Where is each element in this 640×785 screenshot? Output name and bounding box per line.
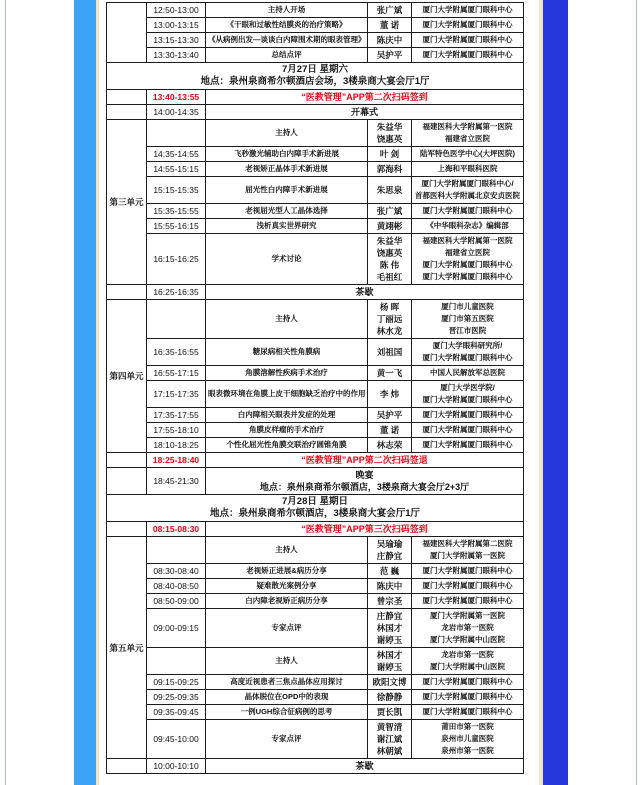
speaker-cell: 张广斌 (368, 204, 412, 219)
unit-cell (107, 522, 147, 537)
content-cell: 浅析真实世界研究 (206, 219, 368, 234)
time-cell: 15:15-15:35 (147, 177, 206, 204)
affiliation-cell: 厦门大学附属厦门眼科中心/ 首都医科大学附属北京安贞医院 (412, 177, 524, 204)
schedule-row (107, 366, 524, 381)
time-cell: 13:40-13:55 (147, 90, 206, 105)
time-cell: 15:55-16:15 (147, 219, 206, 234)
time-cell (147, 537, 206, 564)
affiliation-cell: 厦门大学附属厦门眼科中心 (412, 48, 524, 63)
time-cell: 08:40-08:50 (147, 579, 206, 594)
speaker-cell: 曾宗圣 (368, 594, 412, 609)
content-cell: 角膜皮样瘤的手术治疗 (206, 423, 368, 438)
content-cell: 主持人 (206, 120, 368, 147)
speaker-cell: 黄智清 谢江斌 林朝斌 (368, 720, 412, 759)
speaker-cell: 贾长凯 (368, 705, 412, 720)
time-cell: 13:30-13:40 (147, 48, 206, 63)
schedule-row (107, 537, 524, 564)
schedule-row (107, 705, 524, 720)
content-cell: “医教管理”APP第二次扫码签退 (206, 453, 524, 468)
affiliation-cell: 龙岩市第一医院 厦门大学附属中山医院 (412, 648, 524, 675)
time-cell: 17:35-17:55 (147, 408, 206, 423)
speaker-cell: 徐静静 (368, 690, 412, 705)
content-cell: “医教管理”APP第二次扫码签到 (206, 90, 524, 105)
content-cell: 糖尿病相关性角膜病 (206, 339, 368, 366)
affiliation-cell: 厦门大学医学院/ 厦门大学附属厦门眼科中心 (412, 381, 524, 408)
speaker-cell: 朱思泉 (368, 177, 412, 204)
affiliation-cell: 厦门大学附属厦门眼科中心 (412, 705, 524, 720)
date-header-row (107, 495, 524, 522)
speaker-cell: 张广斌 (368, 3, 412, 18)
speaker-cell: 朱益华 饶惠英 陈 伟 毛祖红 (368, 234, 412, 285)
affiliation-cell: 厦门大学附属厦门眼科中心 (412, 204, 524, 219)
schedule-row (107, 648, 524, 675)
time-cell: 13:15-13:30 (147, 33, 206, 48)
time-cell: 17:55-18:10 (147, 423, 206, 438)
schedule-row (107, 690, 524, 705)
unit-cell (107, 105, 147, 120)
speaker-cell: 范 巍 (368, 564, 412, 579)
speaker-cell: 欧阳文博 (368, 675, 412, 690)
content-cell: 主持人开场 (206, 3, 368, 18)
time-cell: 14:00-14:35 (147, 105, 206, 120)
schedule-table (106, 2, 524, 774)
schedule-row (107, 339, 524, 366)
content-cell: 高度近视患者三焦点晶体应用探讨 (206, 675, 368, 690)
time-cell: 18:45-21:30 (147, 468, 206, 495)
schedule-row (107, 147, 524, 162)
date-header-cell: 7月27日 星期六 地点：泉州泉商希尔顿酒店会场，3楼泉商大宴会厅1厅 (107, 63, 524, 90)
affiliation-cell: 厦门市儿童医院 厦门市第五医院 晋江市医院 (412, 300, 524, 339)
speaker-cell: 叶 剑 (368, 147, 412, 162)
unit-cell (107, 453, 147, 468)
speaker-cell: 林国才 谢婷玉 (368, 648, 412, 675)
checkin-row (107, 453, 524, 468)
speaker-cell: 陈庆中 (368, 579, 412, 594)
time-cell: 09:35-09:45 (147, 705, 206, 720)
affiliation-cell: 厦门大学附属厦门眼科中心 (412, 690, 524, 705)
schedule-row (107, 18, 524, 33)
schedule-row (107, 759, 524, 774)
time-cell: 09:15-09:25 (147, 675, 206, 690)
content-cell: 《从病例出发—谈谈白内障围术期的眼表管理》 (206, 33, 368, 48)
affiliation-cell: 厦门大学附属厦门眼科中心 (412, 408, 524, 423)
speaker-cell: 董 诺 (368, 423, 412, 438)
time-cell: 17:15-17:35 (147, 381, 206, 408)
checkin-row (107, 90, 524, 105)
schedule-row (107, 438, 524, 453)
content-cell: 眼表微环境在角膜上皮干细胞缺乏治疗中的作用 (206, 381, 368, 408)
light-blue-stripe (74, 0, 96, 785)
schedule-row (107, 675, 524, 690)
content-cell: 老视屈光型人工晶体选择 (206, 204, 368, 219)
date-header-row (107, 63, 524, 90)
affiliation-cell: 福建医科大学附属第一医院 福建省立医院 厦门大学附属厦门眼科中心 厦门大学附属厦门眼科中心 (412, 234, 524, 285)
affiliation-cell: 福建医科大学附属第二医院 厦门大学附属第一医院 (412, 537, 524, 564)
time-cell: 08:50-09:00 (147, 594, 206, 609)
time-cell: 14:55-15:15 (147, 162, 206, 177)
content-cell: 白内障老视矫正病历分享 (206, 594, 368, 609)
schedule-table-body (107, 3, 524, 774)
schedule-row (107, 234, 524, 285)
content-cell: 茶歇 (206, 285, 524, 300)
schedule-row (107, 423, 524, 438)
content-cell: 个性化屈光性角膜交联治疗圆锥角膜 (206, 438, 368, 453)
time-cell: 08:30-08:40 (147, 564, 206, 579)
time-cell: 09:00-09:15 (147, 609, 206, 648)
content-cell: 飞秒激光辅助白内障手术新进展 (206, 147, 368, 162)
affiliation-cell: 厦门大学附属厦门眼科中心 (412, 3, 524, 18)
speaker-cell: 朱益华 饶惠英 (368, 120, 412, 147)
schedule-row (107, 381, 524, 408)
date-header-cell: 7月28日 星期日 地点：泉州泉商希尔顿酒店，3楼泉商大宴会厅1厅 (107, 495, 524, 522)
speaker-cell: 黄翊彬 (368, 219, 412, 234)
time-cell: 16:55-17:15 (147, 366, 206, 381)
unit-cell: 第三单元 (107, 120, 147, 285)
schedule-row (107, 162, 524, 177)
speaker-cell: 黄一飞 (368, 366, 412, 381)
content-cell: 主持人 (206, 300, 368, 339)
schedule-row (107, 105, 524, 120)
time-cell: 14:35-14:55 (147, 147, 206, 162)
unit-cell: 第四单元 (107, 300, 147, 453)
time-cell: 16:35-16:55 (147, 339, 206, 366)
content-cell: 角膜溶解性疾病手术治疗 (206, 366, 368, 381)
content-cell: 一例UGH综合征病例的思考 (206, 705, 368, 720)
affiliation-cell: 陆军特色医学中心(大坪医院) (412, 147, 524, 162)
unit-cell (107, 468, 147, 495)
affiliation-cell: 厦门大学附属厦门眼科中心 (412, 564, 524, 579)
speaker-cell: 李 炜 (368, 381, 412, 408)
time-cell: 08:15-08:30 (147, 522, 206, 537)
content-cell: 晶体脱位在OPD中的表现 (206, 690, 368, 705)
affiliation-cell: 厦门大学附属厦门眼科中心 (412, 579, 524, 594)
schedule-row (107, 564, 524, 579)
affiliation-cell: 上海和平眼科医院 (412, 162, 524, 177)
schedule-row (107, 594, 524, 609)
affiliation-cell: 厦门大学附属厦门眼科中心 (412, 594, 524, 609)
content-cell: 屈光性白内障手术新进展 (206, 177, 368, 204)
time-cell: 16:15-16:25 (147, 234, 206, 285)
schedule-row (107, 285, 524, 300)
time-cell: 10:00-10:10 (147, 759, 206, 774)
schedule-row (107, 720, 524, 759)
schedule-row (107, 219, 524, 234)
affiliation-cell: 厦门大学眼科研究所/ 厦门大学附属厦门眼科中心 (412, 339, 524, 366)
speaker-cell: 董 诺 (368, 18, 412, 33)
speaker-cell: 陈庆中 (368, 33, 412, 48)
content-cell: 总结点评 (206, 48, 368, 63)
time-cell: 18:10-18:25 (147, 438, 206, 453)
content-cell: 主持人 (206, 648, 368, 675)
speaker-cell: 杨 晖 丁丽远 林水龙 (368, 300, 412, 339)
content-cell: 茶歇 (206, 759, 524, 774)
affiliation-cell: 厦门大学附属厦门眼科中心 (412, 675, 524, 690)
affiliation-cell: 中国人民解放军总医院 (412, 366, 524, 381)
schedule-row (107, 33, 524, 48)
time-cell (147, 648, 206, 675)
royal-blue-stripe (543, 0, 568, 785)
affiliation-cell: 厦门大学附属厦门眼科中心 (412, 18, 524, 33)
time-cell: 13:00-13:15 (147, 18, 206, 33)
schedule-row (107, 177, 524, 204)
checkin-row (107, 522, 524, 537)
time-cell: 16:25-16:35 (147, 285, 206, 300)
schedule-row (107, 609, 524, 648)
schedule-row (107, 48, 524, 63)
affiliation-cell: 莆田市第一医院 泉州市儿童医院 泉州市第一医院 (412, 720, 524, 759)
affiliation-cell: 厦门大学附属第一医院 龙岩市第一医院 厦门大学附属中山医院 (412, 609, 524, 648)
speaker-cell: 郭海科 (368, 162, 412, 177)
schedule-row (107, 3, 524, 18)
schedule-row (107, 204, 524, 219)
speaker-cell: 吴护平 (368, 48, 412, 63)
schedule-row (107, 468, 524, 495)
content-cell: 主持人 (206, 537, 368, 564)
affiliation-cell: 《中华眼科杂志》编辑部 (412, 219, 524, 234)
schedule-row (107, 408, 524, 423)
speaker-cell: 吴瑜瑜 庄静宜 (368, 537, 412, 564)
speaker-cell: 刘祖国 (368, 339, 412, 366)
content-cell: 老视矫正晶体手术新进展 (206, 162, 368, 177)
time-cell (147, 120, 206, 147)
content-cell: 《干眼和过敏性结膜炎的治疗策略》 (206, 18, 368, 33)
speaker-cell: 庄静宜 林国才 谢婷玉 (368, 609, 412, 648)
unit-cell: 第五单元 (107, 537, 147, 759)
schedule-row (107, 300, 524, 339)
affiliation-cell: 厦门大学附属厦门眼科中心 (412, 438, 524, 453)
content-cell: “医教管理”APP第三次扫码签到 (206, 522, 524, 537)
content-cell: 晚宴 地点：泉州泉商希尔顿酒店，3楼泉商大宴会厅2+3厅 (206, 468, 524, 495)
schedule-row (107, 579, 524, 594)
speaker-cell: 吴护平 (368, 408, 412, 423)
content-cell: 疑难散光案例分享 (206, 579, 368, 594)
right-edge-line (636, 0, 637, 785)
time-cell: 09:25-09:35 (147, 690, 206, 705)
affiliation-cell: 厦门大学附属厦门眼科中心 (412, 33, 524, 48)
time-cell: 12:50-13:00 (147, 3, 206, 18)
left-edge-line (5, 0, 6, 785)
unit-cell (107, 285, 147, 300)
speaker-cell: 林志荣 (368, 438, 412, 453)
unit-cell (107, 90, 147, 105)
content-cell: 学术讨论 (206, 234, 368, 285)
schedule-row (107, 120, 524, 147)
unit-cell (107, 3, 147, 63)
time-cell: 09:45-10:00 (147, 720, 206, 759)
time-cell (147, 300, 206, 339)
time-cell: 15:35-15:55 (147, 204, 206, 219)
content-cell: 专家点评 (206, 720, 368, 759)
unit-cell (107, 759, 147, 774)
content-cell: 白内障相关眼表并发症的处理 (206, 408, 368, 423)
left-beige-strip (96, 0, 99, 785)
time-cell: 18:25-18:40 (147, 453, 206, 468)
content-cell: 开幕式 (206, 105, 524, 120)
content-cell: 专家点评 (206, 609, 368, 648)
content-cell: 老视矫正进展&病历分享 (206, 564, 368, 579)
affiliation-cell: 福建医科大学附属第一医院 福建省立医院 (412, 120, 524, 147)
affiliation-cell: 厦门大学附属厦门眼科中心 (412, 423, 524, 438)
